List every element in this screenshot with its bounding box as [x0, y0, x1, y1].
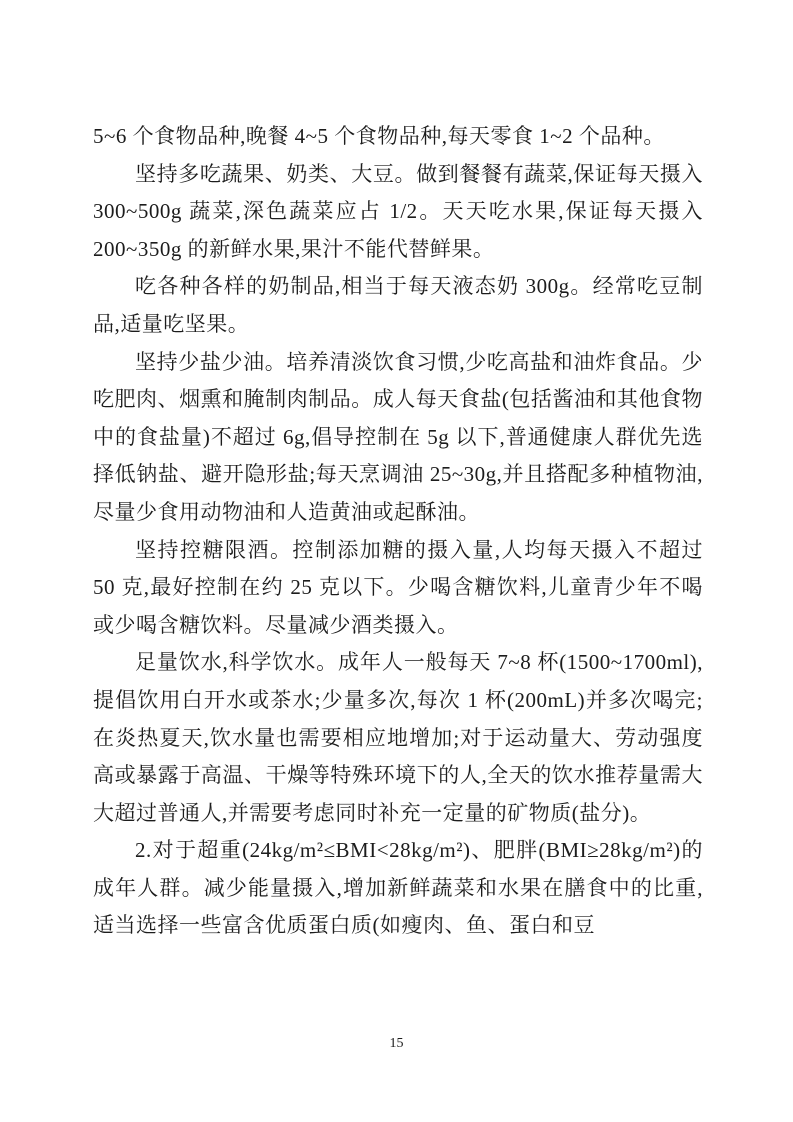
- body-paragraph: 2.对于超重(24kg/m²≤BMI<28kg/m²)、肥胖(BMI≥28kg/m²)的成年人群。减少能量摄入,增加新鲜蔬菜和水果在膳食中的比重,适当选择一些富含优质蛋白质(如瘦肉、鱼、蛋白和豆: [93, 838, 703, 938]
- body-paragraph: 足量饮水,科学饮水。成年人一般每天 7~8 杯(1500~1700ml),提倡饮用白开水或茶水;少量多次,每次 1 杯(200mL)并多次喝完;在炎热夏天,饮水量也需要相应地增加;对于运动量大、劳动强度高或暴露于高温、干燥等特殊环境下的人,全天的饮水推荐量需大大超过普通人,并需要考虑同时补充一定量的矿物质(盐分)。: [93, 650, 703, 825]
- page-body-text: [93, 118, 703, 945]
- page-number: 15: [389, 1036, 404, 1051]
- body-paragraph: 坚持少盐少油。培养清淡饮食习惯,少吃高盐和油炸食品。少吃肥肉、烟熏和腌制肉制品。成人每天食盐(包括酱油和其他食物中的食盐量)不超过 6g,倡导控制在 5g 以下,普通健康人群优先选择低钠盐、避开隐形盐;每天烹调油 25~30g,并且搭配多种植物油,尽量少食用动物油和人造黄油或起酥油。: [93, 349, 703, 524]
- body-paragraph: 5~6 个食物品种,晚餐 4~5 个食物品种,每天零食 1~2 个品种。: [93, 124, 665, 148]
- body-paragraph: 吃各种各样的奶制品,相当于每天液态奶 300g。经常吃豆制品,适量吃坚果。: [93, 274, 703, 336]
- body-paragraph: 坚持控糖限酒。控制添加糖的摄入量,人均每天摄入不超过 50 克,最好控制在约 25 克以下。少喝含糖饮料,儿童青少年不喝或少喝含糖饮料。尽量减少酒类摄入。: [93, 537, 703, 637]
- body-paragraph: 坚持多吃蔬果、奶类、大豆。做到餐餐有蔬菜,保证每天摄入 300~500g 蔬菜,深色蔬菜应占 1/2。天天吃水果,保证每天摄入 200~350g 的新鲜水果,果汁不能代替鲜果。: [93, 161, 703, 261]
